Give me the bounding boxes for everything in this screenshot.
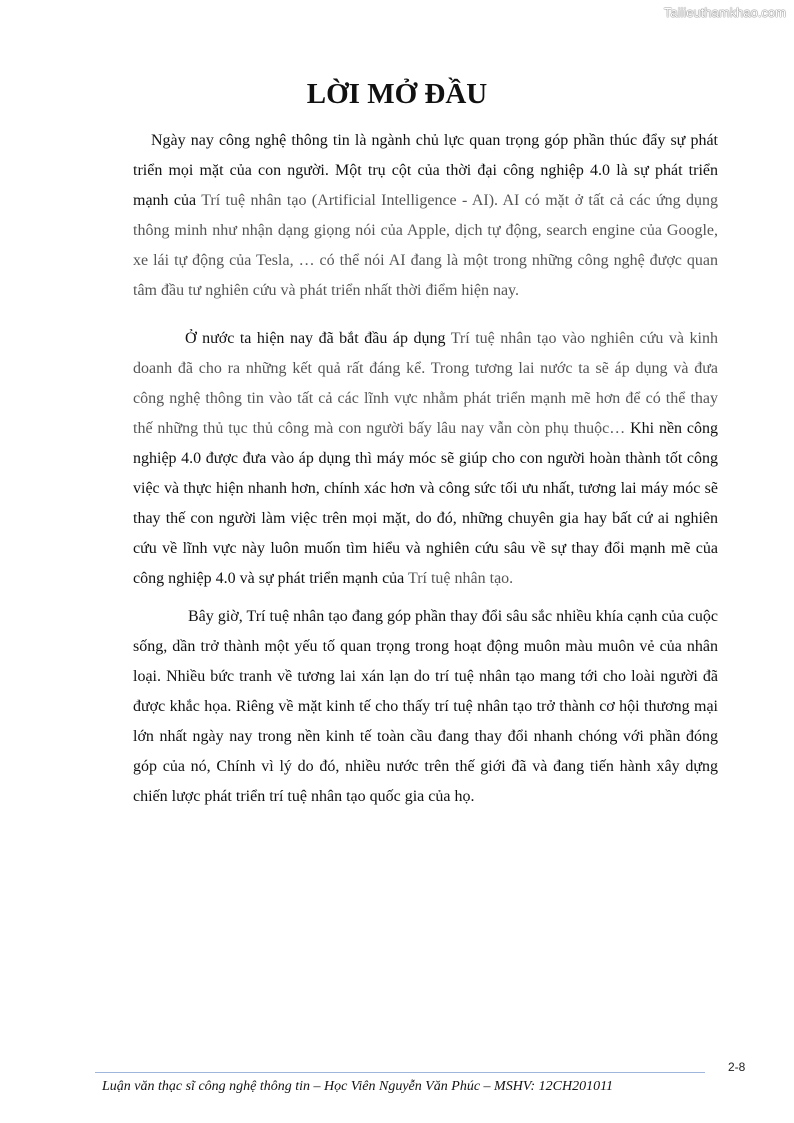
paragraph-2: [133, 324, 718, 594]
paragraph-2-text-b: Trí tuệ nhân tạo vào nghiên cứu và kinh doanh đã cho ra những kết quả rất đáng kể. Trong tương lai nước ta sẽ áp dụng và đưa công nghệ thông tin vào tất cả các lĩnh vực nhằm phát triển mạnh mẽ hơn để có thể thay thế những thủ tục thủ công mà con người bấy lâu nay vẫn còn phụ thuộc…: [133, 330, 718, 437]
paragraph-2-text-d: Trí tuệ nhân tạo.: [407, 570, 514, 587]
paragraph-3-text-a: Bây giờ, Trí tuệ nhân tạo đang góp phần thay đổi sâu sắc nhiều khía cạnh của cuộc sống, dần trở thành một yếu tố quan trọng trong hoạt động muôn màu muôn vẻ của nhân loại. Nhiều bức tranh về tương lai xán lạn do trí tuệ nhân tạo mang tới cho loài người đã được khắc họa. Riêng về mặt kinh tế cho thấy trí tuệ nhân tạo trở thành cơ hội thương mại lớn nhất ngày nay trong nền kinh tế toàn cầu đang thay đổi nhanh chóng với phần đóng góp của nó, Chính vì lý do đó, nhiều nước trên thế giới đã và đang tiến hành xây dựng chiến lược phát triển trí tuệ nhân tạo quốc gia của họ.: [133, 608, 718, 805]
footer-text: Luận văn thạc sĩ công nghệ thông tin – Học Viên Nguyễn Văn Phúc – MSHV: 12CH201011: [102, 1079, 614, 1094]
page-title: LỜI MỞ ĐẦU: [306, 78, 488, 110]
footer-divider: [95, 1072, 705, 1073]
document-body: [133, 126, 718, 812]
paragraph-2-text-c: Khi nền công nghiệp 4.0 được đưa vào áp dụng thì máy móc sẽ giúp cho con người hoàn thành tốt công việc và thực hiện nhanh hơn, chính xác hơn và công sức tối ưu nhất, tương lai máy móc sẽ thay thế con người làm việc trên mọi mặt, do đó, những chuyên gia hay bất cứ ai nghiên cứu về lĩnh vực này luôn muốn tìm hiểu và nghiên cứu sâu về sự thay đổi mạnh mẽ của công nghiệp 4.0 và sự phát triển mạnh của: [133, 420, 719, 587]
paragraph-2-text-a: Ở nước ta hiện nay đã bắt đầu áp dụng: [185, 330, 451, 347]
paragraph-1: [133, 126, 718, 306]
page-number: 2-8: [728, 1060, 746, 1074]
watermark: Tailieuthamkhao.com: [663, 5, 786, 20]
paragraph-3: [133, 602, 718, 812]
paragraph-1-text-b: Trí tuệ nhân tạo (Artificial Intelligence - AI). AI có mặt ở tất cả các ứng dụng thông minh như nhận dạng giọng nói của Apple, dịch tự động, search engine của Google, xe lái tự động của Tesla, … có thể nói AI đang là một trong những công nghệ được quan tâm đầu tư nghiên cứu và phát triển nhất thời điểm hiện nay.: [133, 192, 718, 299]
paragraph-1-text-a: Ngày nay công nghệ thông tin là ngành chủ lực quan trọng góp phần thúc đẩy sự phát triển mọi mặt của con người. Một trụ cột của thời đại công nghiệp 4.0 là sự phát triển mạnh của: [133, 132, 718, 209]
